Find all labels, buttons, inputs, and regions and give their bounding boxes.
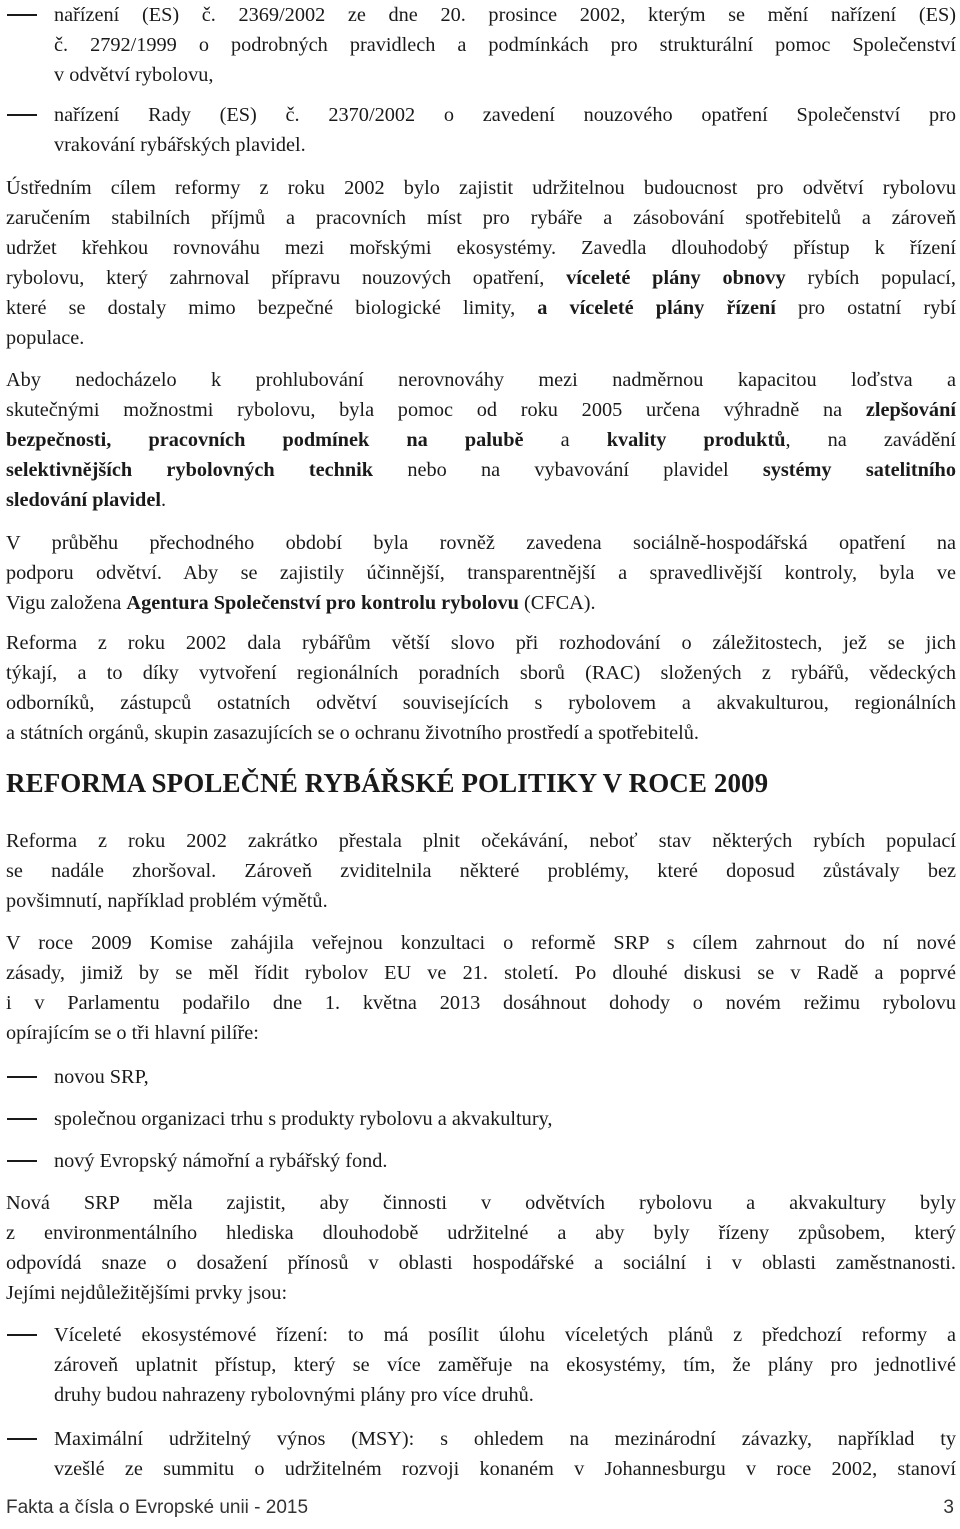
bold-term: systémy satelitního [762, 459, 956, 481]
text-line: v odvětví rybolovu, [54, 64, 214, 86]
dash-bullet [7, 14, 37, 16]
list-item-text [54, 100, 956, 160]
text-line: č. 2792/1999 o podrobných pravidlech a podmínkách pro strukturální pomoc Společenství [54, 34, 956, 56]
text-line: Víceleté ekosystémové řízení: to má posílit úlohu víceletých plánů z předchozí reformy a [54, 1324, 956, 1346]
text-line: které se dostaly mimo bezpečné biologické limity, a víceleté plány řízení pro ostatní rybí [6, 297, 957, 319]
bold-term: sledování plavidel [6, 489, 161, 511]
text-line: odborníků, zástupců ostatních odvětví souvisejících s rybolovem a akvakulturou, regionálních [6, 692, 956, 714]
paragraph-transition [6, 528, 956, 618]
bold-term: zlepšování [865, 399, 956, 421]
list-item-text: nový Evropský námořní a rybářský fond. [54, 1150, 388, 1172]
list-item-text [54, 1320, 956, 1410]
text-line: V průběhu přechodného období byla rovněž zavedena sociálně-hospodářská opatření na [6, 532, 956, 554]
text-line: zásady, jimiž by se měl řídit rybolov EU ve 21. století. Po dlouhé diskusi se v Radě a poprvé [6, 962, 956, 984]
text-line: skutečnými možnostmi rybolovu, byla pomoc od roku 2005 určena výhradně na zlepšování [6, 399, 956, 421]
text-line: Reforma z roku 2002 dala rybářům větší slovo při rozhodování o záležitostech, jež se jich [6, 632, 956, 654]
bold-term: Agentura Společenství pro kontrolu rybolovu [126, 592, 519, 614]
bold-term: kvality produktů [606, 429, 786, 451]
text-line: bezpečnosti, pracovních podmínek na palubě a kvality produktů, na zavádění [6, 429, 956, 451]
list-item-text: novou SRP, [54, 1066, 149, 1088]
bold-term: víceleté plány obnovy [566, 267, 786, 289]
paragraph-rac [6, 628, 956, 748]
text-line: zaručením stabilních příjmů a pracovních míst pro rybáře a zásobování spotřebitelů a zároveň [6, 207, 956, 229]
text-line: podporu odvětví. Aby se zajistily účinnější, transparentnější a spravedlivější kontroly, byla ve [6, 562, 956, 584]
footer-title: Fakta a čísla o Evropské unii - 2015 [6, 1497, 309, 1518]
paragraph-reform-goal [6, 173, 956, 353]
page-number: 3 [943, 1497, 954, 1518]
text-line: nařízení (ES) č. 2369/2002 ze dne 20. prosince 2002, kterým se mění nařízení (ES) [54, 4, 956, 26]
text-line: vzešlé ze summitu o udržitelném rozvoji konaném v Johannesburgu v roce 2002, stanoví [54, 1458, 956, 1480]
text-line: vrakování rybářských plavidel. [54, 134, 306, 156]
text-line: nařízení Rady (ES) č. 2370/2002 o zavedení nouzového opatření Společenství pro [54, 104, 956, 126]
paragraph-imbalance [6, 365, 956, 515]
text-line: Jejími nejdůležitějšími prvky jsou: [6, 1282, 288, 1304]
text-line: Vigu založena Agentura Společenství pro kontrolu rybolovu (CFCA). [6, 592, 596, 614]
list-item-text: společnou organizaci trhu s produkty rybolovu a akvakultury, [54, 1108, 553, 1130]
text-line: selektivnějších rybolovných technik nebo na vybavování plavidel systémy satelitního [6, 459, 956, 481]
text-line: týkají, a to díky vytvoření regionálních poradních sborů (RAC) složených z rybářů, vědeckých [6, 662, 956, 684]
text-line: opírajícím se o tři hlavní pilíře: [6, 1022, 259, 1044]
text-line: Reforma z roku 2002 zakrátko přestala plnit očekávání, neboť stav některých rybích populací [6, 830, 956, 852]
bold-term: a víceleté plány řízení [537, 297, 776, 319]
text-line: Maximální udržitelný výnos (MSY): s ohledem na mezinárodní závazky, například ty [54, 1428, 956, 1450]
text-line: rybolovu, který zahrnoval přípravu nouzových opatření, víceleté plány obnovy rybích populací, [6, 267, 956, 289]
text-line: povšimnutí, například problém výmětů. [6, 890, 328, 912]
section-heading: REFORMA SPOLEČNÉ RYBÁŘSKÉ POLITIKY V ROCE 2009 [6, 768, 769, 798]
bold-term: selektivnějších rybolovných technik [6, 459, 374, 481]
text-line: populace. [6, 327, 85, 349]
text-line: druhy budou nahrazeny rybolovnými plány pro více druhů. [54, 1384, 534, 1406]
dash-bullet [7, 1118, 37, 1120]
text-line: zároveň uplatnit přístup, který se více zaměřuje na ekosystémy, tím, že plány pro jednotlivé [54, 1354, 956, 1376]
dash-bullet [7, 1334, 37, 1336]
text-line: Nová SRP měla zajistit, aby činnosti v odvětvích rybolovu a akvakultury byly [6, 1192, 956, 1214]
text-line: Aby nedocházelo k prohlubování nerovnováhy mezi nadměrnou kapacitou loďstva a [6, 369, 956, 391]
paragraph-2009-intro [6, 826, 956, 916]
list-item-text [54, 1424, 956, 1484]
text-line: udržet křehkou rovnováhu mezi mořskými ekosystémy. Zavedla dlouhodobý přístup k řízení [6, 237, 956, 259]
text-line: Ústředním cílem reformy z roku 2002 bylo zajistit udržitelnou budoucnost pro odvětví rybolovu [6, 177, 956, 199]
paragraph-consultation [6, 928, 956, 1048]
text-line: i v Parlamentu podařilo dne 1. května 2013 dosáhnout dohody o novém režimu rybolovu [6, 992, 956, 1014]
bold-term: bezpečnosti, pracovních podmínek na palubě [6, 429, 524, 451]
text-line: V roce 2009 Komise zahájila veřejnou konzultaci o reformě SRP s cílem zahrnout do ní nové [6, 932, 956, 954]
list-item-text [54, 0, 956, 90]
dash-bullet [7, 1076, 37, 1078]
page-footer [6, 1497, 954, 1527]
dash-bullet [7, 1160, 37, 1162]
text-line: z environmentálního hlediska dlouhodobě udržitelné a aby byly řízeny způsobem, který [6, 1222, 956, 1244]
dash-bullet [7, 1438, 37, 1440]
text-line: odpovídá snaze o dosažení přínosů v oblasti hospodářské a sociální i v oblasti zaměstnanosti. [6, 1252, 956, 1274]
text-line: a státních orgánů, skupin zasazujících se o ochranu životního prostředí a spotřebitelů. [6, 722, 699, 744]
paragraph-new-cfp [6, 1188, 956, 1308]
text-line: sledování plavidel. [6, 489, 167, 511]
dash-bullet [7, 114, 37, 116]
text-line: se nadále zhoršoval. Zároveň zviditelnila některé problémy, které doposud zůstávaly bez [6, 860, 956, 882]
